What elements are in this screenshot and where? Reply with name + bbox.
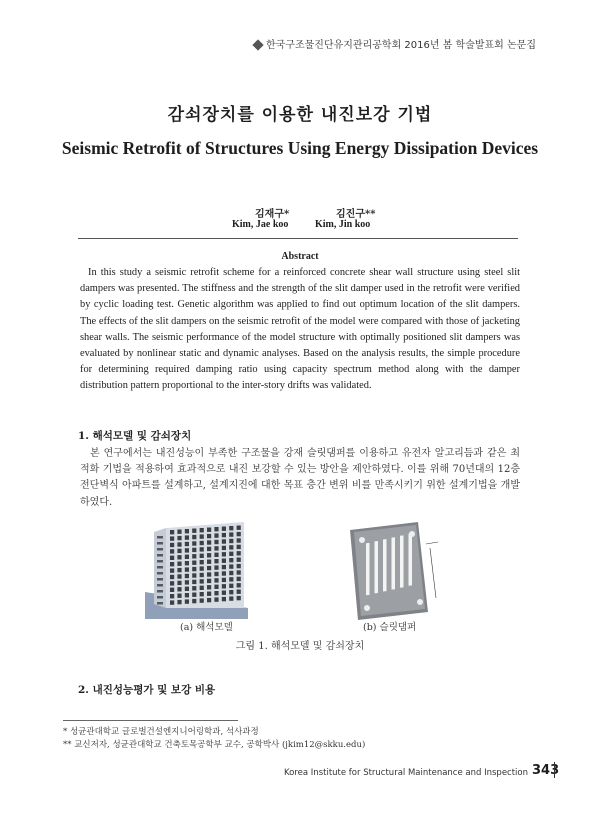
slit-damper-image	[340, 518, 450, 623]
figure-caption: 그림 1. 해석모델 및 감쇠장치	[235, 641, 365, 652]
title-divider	[78, 238, 518, 239]
page-number-bar	[554, 762, 555, 778]
section-1-heading: 1. 해석모델 및 감쇠장치	[78, 430, 192, 442]
title-english-text: Seismic Retrofit of Structures Using Energy Dissipation Devices	[61, 138, 539, 158]
conference-header	[254, 36, 536, 51]
footer-institute: Korea Institute for Structural Maintenance and Inspection	[284, 768, 528, 778]
building-model-image	[140, 520, 265, 620]
footnote-divider	[63, 720, 238, 721]
author-1-english: Kim, Jae koo	[232, 219, 289, 230]
author-1-korean: 김재구*	[255, 209, 290, 220]
title-korean: 감쇠장치를 이용한 내진보강 기법	[167, 105, 433, 125]
section-2-heading: 2. 내진성능평가 및 보강 비용	[78, 684, 216, 696]
section-1-text: 본 연구에서는 내진성능이 부족한 구조물을 강재 슬릿댐퍼를 이용하고 유전자 알고리듬과 같은 최적화 기법을 적용하여 효과적으로 내진 보강할 수 있는 방안을 제안하였다. 이를 위해 70년대의 12층 전단벽식 아파트를 설계하고, 설계지진에 대한 목표 층간 변위 비를 만족시키기 위한 설계기법을 개발하였다.	[80, 448, 520, 508]
abstract-heading: Abstract	[281, 251, 319, 262]
header-logo-icon	[252, 39, 263, 50]
page-number: 343	[532, 763, 560, 778]
abstract-text: In this study a seismic retrofit scheme for a reinforced concrete shear wall structure using steel slit dampers was presented. The stiffness and the strength of the slit damper used in the retrofit were verified by cyclic loading test. Genetic algorithm was applied to find out optimum location of the slit dampers. The effects of the slit dampers on the seismic retrofit of the model were compared with those of jacketing shear walls. The seismic performance of the model structure with optimally positioned slit dampers was evaluated by nonlinear static and dynamic analyses. Based on the analysis results, the simple procedure for determining required damping ratio using capacity spectrum method along with the damper distribution pattern proportional to the inter-story drifts was validated.	[80, 267, 520, 392]
footnote-2: ** 교신저자, 성균관대학교 건축토목공학부 교수, 공학박사 (jkim12@skku.edu)	[63, 740, 366, 750]
footnote-1: * 성균관대학교 글로벌건설엔지니어링학과, 석사과정	[63, 727, 259, 737]
conference-name: 한국구조물진단유지관리공학회 2016년 봄 학술발표회 논문집	[265, 40, 536, 51]
author-2-english: Kim, Jin koo	[315, 219, 371, 230]
title-english	[0, 136, 600, 160]
figure-subcaption-b: (b) 슬릿댐퍼	[363, 622, 417, 633]
author-2-korean: 김진구**	[336, 209, 376, 220]
figure-subcaption-a: (a) 해석모델	[180, 622, 233, 633]
